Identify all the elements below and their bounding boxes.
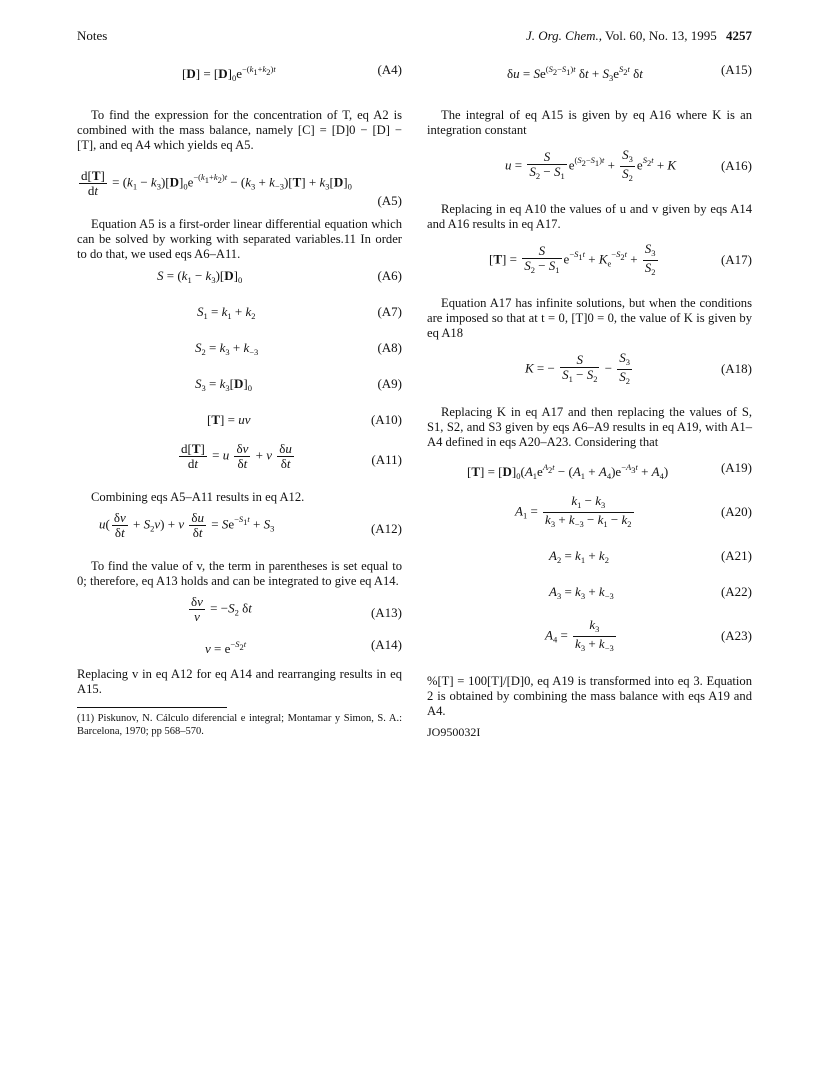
paragraph-replacing-k: Replacing K in eq A17 and then replacing the values of S, S1, S2, and S3 given by eqs A6–A9 results in eq A19, with A1–A4 defined in eqs A20–A23. Considering that (427, 405, 752, 449)
equation-a10: [T] = uv (A10) (207, 412, 402, 427)
equation-a15: $\delta u = Se^{(S_2-S_1)t}$ $\delta t + S_3e^{S_2t}$ δt (A15) (507, 62, 752, 83)
paragraph-replacing-u-v: Replacing in eq A10 the values of u and v given by eqs A14 and A16 results in eq A17. (427, 202, 752, 231)
manuscript-code: JO950032I (427, 725, 481, 739)
equation-a13: $\frac{\delta v}{v}$ = $-S_2$ δt (A13) (191, 594, 402, 624)
equation-a18: K = − $\frac{S}{S_1 - S_2}$ − $\frac{S_3}{S_2}$ (A18) (525, 350, 752, 386)
journal-issue: Vol. 60, No. 13, 1995 (605, 28, 717, 43)
equation-a17: [T] = $\frac{S}{S_2 - S_1}$ $e^{-S_1t} + K_e^{-S_2t}$ + $\frac{S_3}{S_2}$ (A17) (489, 241, 752, 277)
footnote-11: (11) Piskunov, N. Cálculo diferencial e integral; Montamar y Simon, S. A.: Barcelona, 1970; pp 568–570. (77, 713, 402, 737)
equation-a6: $S = (k_1 - k_3)[D]_0$ (A6) (157, 268, 402, 285)
equation-a9: $S_3 = k_3[D]_0$ (A9) (195, 376, 402, 393)
paragraph-integral: The integral of eq A15 is given by eq A16 where K is an integration constant (427, 108, 752, 137)
page-number: 4257 (726, 28, 752, 43)
right-column (427, 56, 752, 740)
header-journal-info (526, 28, 752, 44)
paragraph-replacing-v: Replacing v in eq A12 for eq A14 and rearranging results in eq A15. (77, 667, 402, 696)
footnote-rule (77, 707, 227, 708)
equation-a5: $\frac{d[T]}{dt}$ = $(k_1 - k_3)[D]_0e^{-(k_1+k_2)t} - (k_3 + k_{-3})[T] + k_3[D]_0$ (A5) (81, 168, 402, 208)
equation-a21: $A_2 = k_1 + k_2$ (A21) (549, 548, 752, 565)
equation-a16: u = $\frac{S}{S_2 - S_1}$ $e^{(S_2-S_1)t}$ + $\frac{S_3}{S_2}$ $e^{S_2t} + K$ (A16) (505, 147, 752, 183)
paragraph-infinite-solutions: Equation A17 has infinite solutions, but when the conditions are imposed so that at t = 0, [T]0 = 0, the value of K is given by eq A18 (427, 296, 752, 340)
equation-a22: $A_3 = k_3 + k_{-3}$ (A22) (549, 584, 752, 601)
journal-name: J. Org. Chem., (525, 28, 603, 43)
equation-a20: $A_1$ = $\frac{k_1 - k_3}{k_3 + k_{-3} - k_1 - k_2}$ (A20) (515, 493, 752, 529)
paragraph-combining: Combining eqs A5–A11 results in eq A12. (91, 490, 305, 504)
equation-a11: $\frac{d[T]}{dt}$ = u $\frac{\delta v}{\delta t}$ + v $\frac{\delta u}{\delta t}$ (A11) (181, 441, 402, 471)
paragraph-percent-t: %[T] = 100[T]/[D]0, eq A19 is transformed into eq 3. Equation 2 is obtained by combining the mass balance with eqs A19 and A4. (427, 674, 752, 718)
paragraph-value-of-v: To find the value of v, the term in parentheses is set equal to 0; therefore, eq A13 holds and can be integrated to give eq A14. (77, 559, 402, 588)
equation-a8: $S_2 = k_3 + k_{-3}$ (A8) (195, 340, 402, 357)
equation-a19: $[T] = [D]_0(A_1e^{A_2t} - (A_1 + A_4)e^{-A_3t} + A_4)$ (A19) (467, 460, 752, 481)
paragraph-separated-variables: Equation A5 is a first-order linear differential equation which can be solved by working with separated variables.11 In order to do that, we used eqs A6–A11. (77, 217, 402, 261)
equation-a12: u( $\frac{\delta v}{\delta t}$ + $S_2v) + v$ $\frac{\delta u}{\delta t}$ = $Se^{-S_1t} + S_3$ (A12) (99, 510, 402, 540)
equation-a14: $v = e^{-S_2t}$ (A14) (205, 637, 402, 656)
header-section: Notes (77, 28, 108, 43)
equation-a23: $A_4$ = $\frac{k_3}{k_3 + k_{-3}}$ (A23) (545, 617, 752, 653)
paragraph-mass-balance: To find the expression for the concentration of T, eq A2 is combined with the mass balance, namely [C] = [D]0 − [D] − [T], and eq A4 which yields eq A5. (77, 108, 402, 152)
equation-a7: $S_1 = k_1 + k_2$ (A7) (197, 304, 402, 321)
left-column (77, 56, 402, 738)
equation-a4: $[D] = [D]_0e^{-(k_1+k_2)t}$ (A4) (182, 62, 402, 83)
